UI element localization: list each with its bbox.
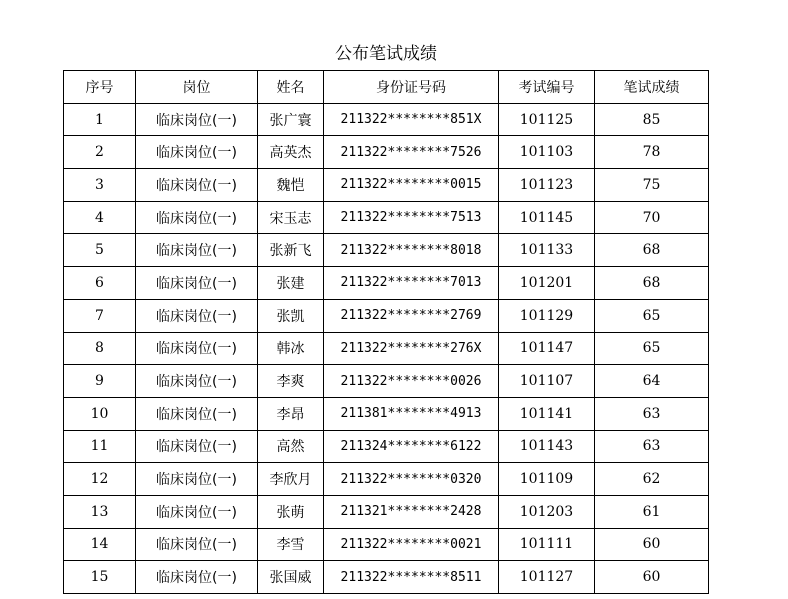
cell-exam-number: 101133: [499, 234, 595, 267]
cell-id-number: 211322********0021: [324, 528, 499, 561]
cell-id-number: 211322********7513: [324, 201, 499, 234]
cell-name: 李欣月: [258, 463, 324, 496]
cell-score: 75: [595, 169, 709, 202]
cell-score: 78: [595, 136, 709, 169]
cell-index: 1: [64, 103, 136, 136]
cell-score: 68: [595, 267, 709, 300]
table-row: [64, 136, 709, 169]
table-header-row: [64, 71, 709, 104]
cell-index: 4: [64, 201, 136, 234]
table-row: [64, 201, 709, 234]
header-cell-name: 姓名: [258, 71, 324, 104]
cell-exam-number: 101111: [499, 528, 595, 561]
cell-position: 临床岗位(一): [136, 365, 258, 398]
cell-name: 张广寰: [258, 103, 324, 136]
cell-id-number: 211322********7526: [324, 136, 499, 169]
cell-exam-number: 101201: [499, 267, 595, 300]
cell-id-number: 211381********4913: [324, 397, 499, 430]
cell-name: 高英杰: [258, 136, 324, 169]
cell-id-number: 211322********8018: [324, 234, 499, 267]
cell-exam-number: 101109: [499, 463, 595, 496]
cell-score: 60: [595, 561, 709, 594]
cell-score: 85: [595, 103, 709, 136]
table-row: [64, 332, 709, 365]
cell-score: 65: [595, 299, 709, 332]
table-row: [64, 299, 709, 332]
document-title: 公布笔试成绩: [335, 44, 437, 64]
cell-position: 临床岗位(一): [136, 267, 258, 300]
header-cell-position: 岗位: [136, 71, 258, 104]
cell-position: 临床岗位(一): [136, 201, 258, 234]
cell-id-number: 211322********0320: [324, 463, 499, 496]
cell-name: 张建: [258, 267, 324, 300]
header-cell-exam-number: 考试编号: [499, 71, 595, 104]
cell-position: 临床岗位(一): [136, 136, 258, 169]
cell-score: 63: [595, 397, 709, 430]
cell-exam-number: 101147: [499, 332, 595, 365]
cell-name: 张萌: [258, 495, 324, 528]
cell-name: 李昂: [258, 397, 324, 430]
cell-score: 70: [595, 201, 709, 234]
cell-index: 5: [64, 234, 136, 267]
cell-index: 15: [64, 561, 136, 594]
cell-name: 张国威: [258, 561, 324, 594]
cell-exam-number: 101125: [499, 103, 595, 136]
cell-index: 9: [64, 365, 136, 398]
table-row: [64, 430, 709, 463]
cell-index: 11: [64, 430, 136, 463]
header-cell-score: 笔试成绩: [595, 71, 709, 104]
cell-exam-number: 101203: [499, 495, 595, 528]
cell-score: 63: [595, 430, 709, 463]
cell-id-number: 211322********2769: [324, 299, 499, 332]
cell-index: 7: [64, 299, 136, 332]
table-row: [64, 561, 709, 594]
cell-index: 10: [64, 397, 136, 430]
cell-name: 张新飞: [258, 234, 324, 267]
cell-position: 临床岗位(一): [136, 495, 258, 528]
cell-position: 临床岗位(一): [136, 332, 258, 365]
header-cell-index: 序号: [64, 71, 136, 104]
cell-exam-number: 101127: [499, 561, 595, 594]
table-row: [64, 397, 709, 430]
cell-name: 韩冰: [258, 332, 324, 365]
cell-id-number: 211322********8511: [324, 561, 499, 594]
table-row: [64, 169, 709, 202]
table-row: [64, 365, 709, 398]
cell-exam-number: 101129: [499, 299, 595, 332]
cell-position: 临床岗位(一): [136, 561, 258, 594]
cell-exam-number: 101103: [499, 136, 595, 169]
cell-position: 临床岗位(一): [136, 430, 258, 463]
cell-position: 临床岗位(一): [136, 463, 258, 496]
cell-position: 临床岗位(一): [136, 528, 258, 561]
cell-index: 6: [64, 267, 136, 300]
cell-index: 14: [64, 528, 136, 561]
cell-name: 李雪: [258, 528, 324, 561]
cell-id-number: 211322********0026: [324, 365, 499, 398]
table-row: [64, 267, 709, 300]
cell-name: 张凯: [258, 299, 324, 332]
score-table: [63, 70, 709, 594]
cell-name: 李爽: [258, 365, 324, 398]
cell-score: 68: [595, 234, 709, 267]
cell-id-number: 211322********0015: [324, 169, 499, 202]
cell-position: 临床岗位(一): [136, 299, 258, 332]
cell-name: 魏恺: [258, 169, 324, 202]
cell-index: 3: [64, 169, 136, 202]
cell-exam-number: 101145: [499, 201, 595, 234]
cell-score: 60: [595, 528, 709, 561]
table-row: [64, 528, 709, 561]
table-row: [64, 495, 709, 528]
cell-index: 13: [64, 495, 136, 528]
cell-exam-number: 101143: [499, 430, 595, 463]
cell-exam-number: 101141: [499, 397, 595, 430]
table-row: [64, 234, 709, 267]
cell-position: 临床岗位(一): [136, 169, 258, 202]
cell-index: 2: [64, 136, 136, 169]
cell-id-number: 211322********276X: [324, 332, 499, 365]
table-body: [64, 103, 709, 593]
table-row: [64, 463, 709, 496]
cell-id-number: 211321********2428: [324, 495, 499, 528]
cell-index: 12: [64, 463, 136, 496]
table-row: [64, 103, 709, 136]
cell-id-number: 211324********6122: [324, 430, 499, 463]
cell-score: 61: [595, 495, 709, 528]
cell-score: 62: [595, 463, 709, 496]
cell-exam-number: 101107: [499, 365, 595, 398]
cell-score: 64: [595, 365, 709, 398]
cell-score: 65: [595, 332, 709, 365]
header-cell-id-number: 身份证号码: [324, 71, 499, 104]
cell-position: 临床岗位(一): [136, 397, 258, 430]
cell-index: 8: [64, 332, 136, 365]
cell-exam-number: 101123: [499, 169, 595, 202]
cell-id-number: 211322********7013: [324, 267, 499, 300]
cell-name: 高然: [258, 430, 324, 463]
cell-position: 临床岗位(一): [136, 234, 258, 267]
cell-name: 宋玉志: [258, 201, 324, 234]
cell-id-number: 211322********851X: [324, 103, 499, 136]
cell-position: 临床岗位(一): [136, 103, 258, 136]
